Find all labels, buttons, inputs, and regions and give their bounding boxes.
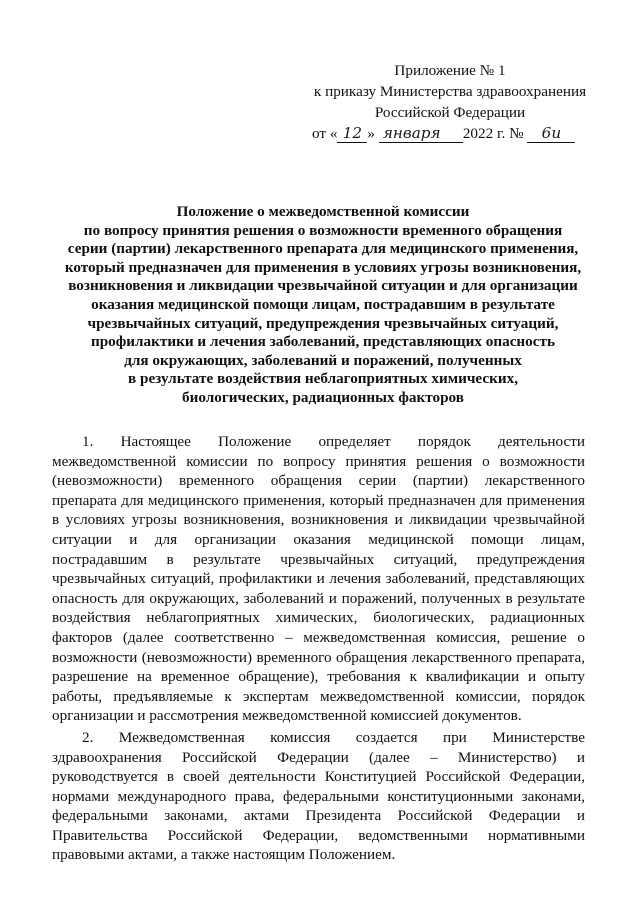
annex-order-ref: к приказу Министерства здравоохранения	[313, 83, 587, 100]
title-line: профилактики и лечения заболеваний, представляющих опасность	[90, 333, 556, 351]
title-line: Положение о межведомственной комиссии	[176, 203, 470, 220]
annex-header	[300, 60, 600, 144]
title-line: серии (партии) лекарственного препарата для медицинского применения,	[67, 240, 579, 258]
title-line: который предназначен для применения в условиях угрозы возникновения,	[64, 258, 582, 276]
order-number-handwritten: 6и	[527, 125, 575, 143]
annex-ministry: Российской Федерации	[374, 104, 526, 121]
title-line: в результате воздействия неблагоприятных химических,	[128, 370, 518, 388]
document-body	[52, 432, 585, 867]
document-title	[40, 203, 606, 408]
date-prefix: от «	[312, 125, 338, 142]
annex-number: Приложение № 1	[394, 62, 506, 79]
date-year: 2022 г. №	[462, 125, 524, 142]
date-month-handwritten: января	[379, 125, 463, 143]
date-mid: »	[367, 125, 376, 142]
annex-date-line	[312, 123, 600, 144]
title-line: по вопросу принятия решения о возможности временного обращения	[83, 221, 563, 239]
title-line: для окружающих, заболеваний и поражений, полученных	[124, 351, 522, 369]
paragraph-1: 1. Настоящее Положение определяет порядок деятельности межведомственной комиссии по вопросу принятия решения о возможности (невозможности) временного обращения серии (партии) лекарственного препарата для медицинского применения, который предназначен для применения в условиях угрозы возникновения, возникновения и ликвидации чрезвычайной ситуации и для организации оказания медицинской помощи лицам, пострадавшим в результате чрезвычайных ситуаций, предупреждения чрезвычайных ситуаций, профилактики и лечения заболеваний, представляющих опасность для окружающих, заболеваний и поражений, полученных в результате воздействия неблагоприятных химических, биологических, радиационных факторов (далее соответственно – межведомственная комиссия, решение о возможности (невозможности) временного обращения лекарственного препарата, разрешение на временное обращение), требования к квалификации и опыту работы, предъявляемые к экспертам межведомственной комиссии, порядок организации и рассмотрения межведомственной комиссией документов.	[52, 433, 585, 725]
title-line: биологических, радиационных факторов	[182, 388, 464, 406]
title-line: чрезвычайных ситуаций, предупреждения чрезвычайных ситуаций,	[87, 314, 559, 332]
title-line: оказания медицинской помощи лицам, пострадавшим в результате	[91, 295, 555, 313]
title-line: возникновения и ликвидации чрезвычайной ситуации и для организации	[68, 277, 578, 295]
date-day-handwritten: 12	[337, 125, 367, 143]
paragraph-2: 2. Межведомственная комиссия создается при Министерстве здравоохранения Российской Федерации (далее – Министерство) и руководствуется в своей деятельности Конституцией Российской Федерации, нормами международного права, федеральными конституционными законами, федеральными законами, актами Президента Российской Федерации и Правительства Российской Федерации, ведомственными нормативными правовыми актами, а также настоящим Положением.	[52, 728, 585, 864]
